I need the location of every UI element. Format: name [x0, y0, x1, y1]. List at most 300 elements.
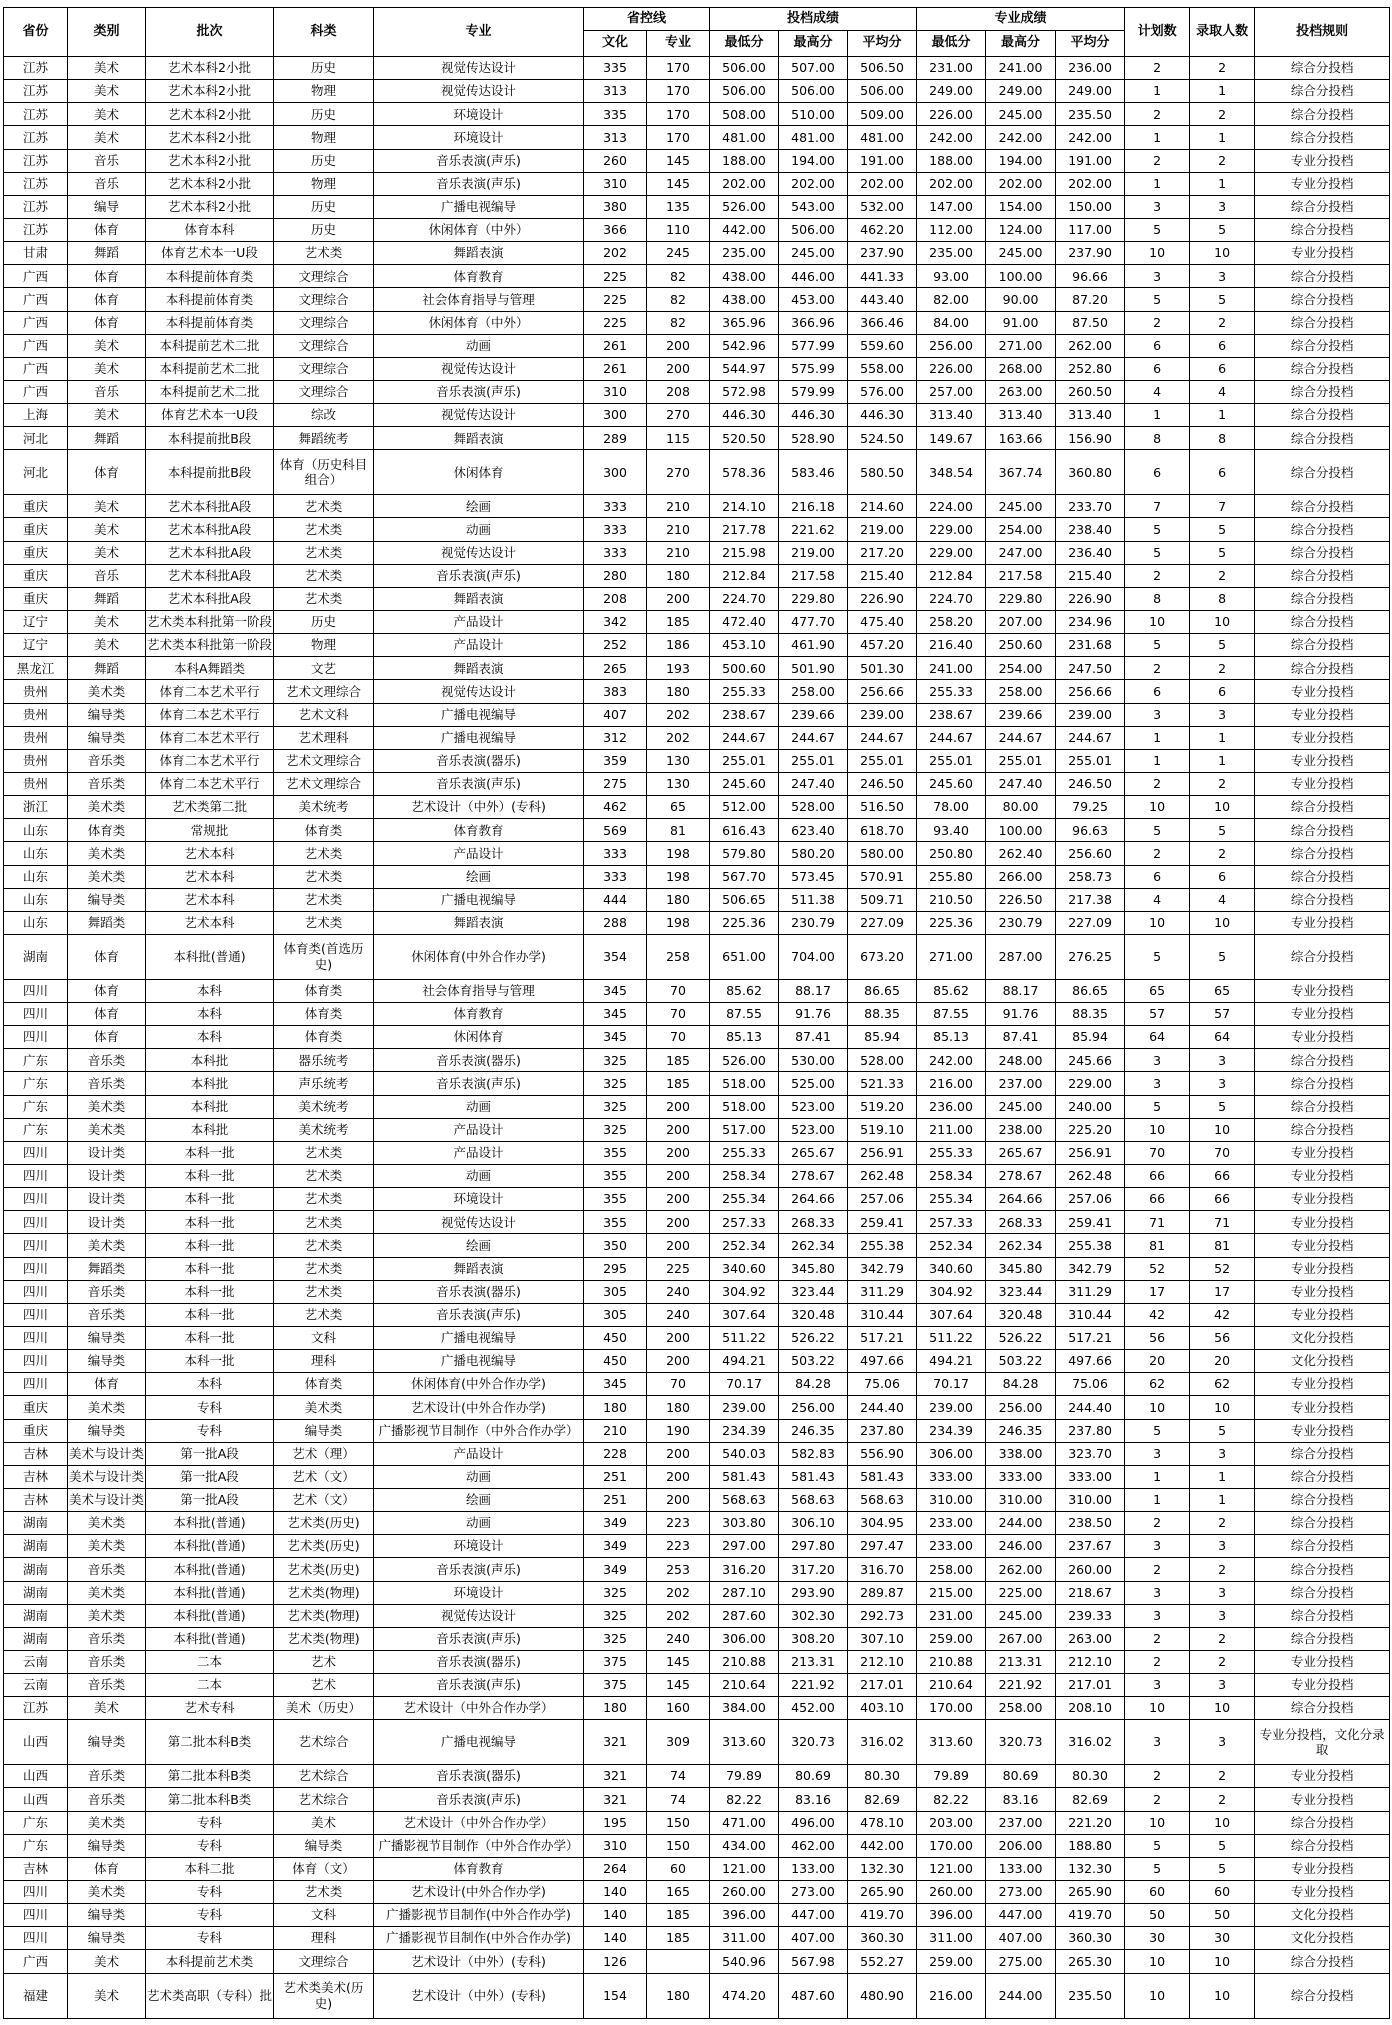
cell-major-max: 255.01 — [986, 749, 1056, 772]
cell-major: 绘画 — [374, 1234, 584, 1257]
cell-category: 音乐类 — [68, 1049, 146, 1072]
cell-rule: 综合分投档 — [1255, 1488, 1390, 1511]
cell-major-avg: 258.73 — [1056, 865, 1125, 888]
cell-category: 美术类 — [68, 1581, 146, 1604]
cell-batch: 艺术类本科批第一阶段 — [146, 610, 274, 633]
table-row — [4, 1650, 1390, 1673]
cell-control-specialty: 270 — [647, 450, 710, 495]
cell-archive-avg: 519.20 — [848, 1095, 917, 1118]
cell-major-max: 367.74 — [986, 450, 1056, 495]
cell-plan: 1 — [1125, 1465, 1190, 1488]
cell-major-min: 255.33 — [917, 1141, 986, 1164]
cell-archive-max: 528.00 — [779, 796, 848, 819]
cell-rule: 综合分投档 — [1255, 1512, 1390, 1535]
cell-province: 河北 — [4, 427, 68, 450]
cell-plan: 2 — [1125, 842, 1190, 865]
cell-subject: 美术统考 — [274, 1095, 374, 1118]
table-row — [4, 1512, 1390, 1535]
cell-category: 美术与设计类 — [68, 1442, 146, 1465]
cell-category: 美术类 — [68, 865, 146, 888]
cell-rule: 专业分投档 — [1255, 1234, 1390, 1257]
table-row — [4, 1465, 1390, 1488]
cell-archive-avg: 289.87 — [848, 1581, 917, 1604]
cell-archive-avg: 580.00 — [848, 842, 917, 865]
cell-province: 山东 — [4, 888, 68, 911]
cell-major: 环境设计 — [374, 103, 584, 126]
table-row — [4, 1234, 1390, 1257]
cell-admitted: 50 — [1190, 1904, 1255, 1927]
cell-rule: 综合分投档 — [1255, 518, 1390, 541]
cell-admitted: 3 — [1190, 1535, 1255, 1558]
cell-province: 广东 — [4, 1118, 68, 1141]
cell-category: 舞蹈类 — [68, 911, 146, 934]
cell-archive-avg: 239.00 — [848, 703, 917, 726]
cell-major-avg: 96.63 — [1056, 819, 1125, 842]
cell-control-culture: 462 — [584, 796, 647, 819]
cell-major-avg: 255.01 — [1056, 749, 1125, 772]
cell-control-culture: 333 — [584, 842, 647, 865]
cell-archive-avg: 552.27 — [848, 1950, 917, 1973]
cell-province: 广西 — [4, 380, 68, 403]
cell-major: 音乐表演(声乐) — [374, 1072, 584, 1095]
cell-major-avg: 85.94 — [1056, 1026, 1125, 1049]
cell-archive-min: 500.60 — [710, 657, 779, 680]
cell-major-min: 271.00 — [917, 934, 986, 979]
cell-major-min: 233.00 — [917, 1512, 986, 1535]
cell-control-specialty: 81 — [647, 819, 710, 842]
table-row — [4, 911, 1390, 934]
cell-admitted: 5 — [1190, 1095, 1255, 1118]
cell-major: 视觉传达设计 — [374, 404, 584, 427]
cell-major-avg: 259.41 — [1056, 1211, 1125, 1234]
table-row — [4, 380, 1390, 403]
cell-admitted: 3 — [1190, 1674, 1255, 1697]
cell-province: 山东 — [4, 865, 68, 888]
cell-control-culture: 228 — [584, 1442, 647, 1465]
cell-archive-avg: 506.50 — [848, 57, 917, 80]
cell-archive-max: 268.33 — [779, 1211, 848, 1234]
cell-subject: 艺术综合 — [274, 1720, 374, 1765]
cell-major: 艺术设计(中外合作办学) — [374, 1396, 584, 1419]
cell-rule: 综合分投档 — [1255, 1834, 1390, 1857]
cell-batch: 专科 — [146, 1396, 274, 1419]
cell-plan: 2 — [1125, 772, 1190, 795]
cell-major-min: 255.01 — [917, 749, 986, 772]
cell-province: 贵州 — [4, 680, 68, 703]
cell-category: 编导类 — [68, 1419, 146, 1442]
cell-archive-min: 438.00 — [710, 265, 779, 288]
cell-major-avg: 263.00 — [1056, 1627, 1125, 1650]
cell-major-min: 257.00 — [917, 380, 986, 403]
cell-major-avg: 497.66 — [1056, 1350, 1125, 1373]
cell-admitted: 6 — [1190, 357, 1255, 380]
cell-control-culture: 450 — [584, 1326, 647, 1349]
cell-batch: 专科 — [146, 1811, 274, 1834]
cell-rule: 专业分投档 — [1255, 1257, 1390, 1280]
cell-plan: 56 — [1125, 1326, 1190, 1349]
cell-major: 动画 — [374, 334, 584, 357]
cell-archive-max: 246.35 — [779, 1419, 848, 1442]
cell-category: 美术 — [68, 357, 146, 380]
cell-major-avg: 310.00 — [1056, 1488, 1125, 1511]
cell-province: 四川 — [4, 979, 68, 1002]
table-row — [4, 842, 1390, 865]
cell-plan: 2 — [1125, 57, 1190, 80]
cell-major-min: 340.60 — [917, 1257, 986, 1280]
cell-rule: 综合分投档 — [1255, 495, 1390, 518]
cell-major: 音乐表演(声乐) — [374, 149, 584, 172]
cell-major: 休闲体育(中外合作办学) — [374, 934, 584, 979]
table-row — [4, 242, 1390, 265]
cell-major: 绘画 — [374, 1488, 584, 1511]
cell-control-specialty: 70 — [647, 1026, 710, 1049]
cell-major-avg: 229.00 — [1056, 1072, 1125, 1095]
cell-plan: 3 — [1125, 1720, 1190, 1765]
cell-archive-min: 506.00 — [710, 57, 779, 80]
cell-plan: 1 — [1125, 1488, 1190, 1511]
cell-rule: 专业分投档 — [1255, 1280, 1390, 1303]
cell-category: 美术 — [68, 1697, 146, 1720]
cell-plan: 10 — [1125, 1697, 1190, 1720]
cell-major-max: 206.00 — [986, 1834, 1056, 1857]
cell-category: 美术类 — [68, 796, 146, 819]
cell-archive-min: 85.62 — [710, 979, 779, 1002]
cell-rule: 专业分投档 — [1255, 749, 1390, 772]
cell-subject: 文科 — [274, 1326, 374, 1349]
cell-control-specialty: 82 — [647, 311, 710, 334]
cell-control-specialty: 170 — [647, 103, 710, 126]
cell-major-min: 259.00 — [917, 1627, 986, 1650]
cell-plan: 6 — [1125, 450, 1190, 495]
cell-major-max: 133.00 — [986, 1857, 1056, 1880]
cell-plan: 1 — [1125, 726, 1190, 749]
cell-batch: 艺术本科2小批 — [146, 80, 274, 103]
cell-batch: 体育二本艺术平行 — [146, 749, 274, 772]
cell-archive-min: 202.00 — [710, 172, 779, 195]
cell-plan: 2 — [1125, 103, 1190, 126]
cell-batch: 二本 — [146, 1674, 274, 1697]
cell-control-culture: 305 — [584, 1303, 647, 1326]
cell-subject: 艺术类 — [274, 1257, 374, 1280]
table-row — [4, 1581, 1390, 1604]
cell-control-specialty: 193 — [647, 657, 710, 680]
cell-subject: 艺术 — [274, 1650, 374, 1673]
cell-control-specialty: 70 — [647, 979, 710, 1002]
cell-batch: 艺术本科批A段 — [146, 518, 274, 541]
cell-major-min: 170.00 — [917, 1834, 986, 1857]
cell-control-specialty: 200 — [647, 1442, 710, 1465]
cell-subject: 艺术（文） — [274, 1465, 374, 1488]
cell-rule: 综合分投档 — [1255, 1465, 1390, 1488]
cell-major-avg: 221.20 — [1056, 1811, 1125, 1834]
cell-control-culture: 275 — [584, 772, 647, 795]
cell-admitted: 10 — [1190, 1950, 1255, 1973]
table-row — [4, 1558, 1390, 1581]
cell-major-max: 249.00 — [986, 80, 1056, 103]
cell-major: 动画 — [374, 1512, 584, 1535]
cell-major: 体育教育 — [374, 819, 584, 842]
cell-major-max: 262.34 — [986, 1234, 1056, 1257]
cell-archive-max: 580.20 — [779, 842, 848, 865]
cell-rule: 综合分投档 — [1255, 610, 1390, 633]
cell-control-specialty: 245 — [647, 242, 710, 265]
cell-major-max: 213.31 — [986, 1650, 1056, 1673]
cell-major-max: 333.00 — [986, 1465, 1056, 1488]
cell-control-culture: 313 — [584, 126, 647, 149]
cell-archive-max: 503.22 — [779, 1350, 848, 1373]
cell-archive-avg: 475.40 — [848, 610, 917, 633]
cell-archive-max: 581.43 — [779, 1465, 848, 1488]
cell-major: 广播影视节目制作（中外合作办学） — [374, 1419, 584, 1442]
cell-province: 山西 — [4, 1720, 68, 1765]
cell-plan: 1 — [1125, 404, 1190, 427]
cell-batch: 本科一批 — [146, 1303, 274, 1326]
cell-archive-avg: 212.10 — [848, 1650, 917, 1673]
cell-archive-max: 320.48 — [779, 1303, 848, 1326]
cell-major-max: 91.00 — [986, 311, 1056, 334]
cell-batch: 艺术本科批A段 — [146, 587, 274, 610]
table-row — [4, 1904, 1390, 1927]
cell-batch: 艺术本科批A段 — [146, 541, 274, 564]
cell-major-min: 82.00 — [917, 288, 986, 311]
cell-subject: 舞蹈统考 — [274, 427, 374, 450]
cell-control-specialty: 82 — [647, 265, 710, 288]
cell-province: 江苏 — [4, 1697, 68, 1720]
table-row — [4, 1697, 1390, 1720]
cell-major-max: 230.79 — [986, 911, 1056, 934]
cell-control-culture: 126 — [584, 1950, 647, 1973]
cell-rule: 综合分投档 — [1255, 1049, 1390, 1072]
cell-subject: 艺术类 — [274, 242, 374, 265]
cell-plan: 66 — [1125, 1164, 1190, 1187]
cell-subject: 艺术类 — [274, 888, 374, 911]
cell-batch: 第二批本科B类 — [146, 1720, 274, 1765]
cell-subject: 声乐统考 — [274, 1072, 374, 1095]
table-row — [4, 334, 1390, 357]
cell-major-max: 313.40 — [986, 404, 1056, 427]
table-row — [4, 218, 1390, 241]
cell-major-max: 310.00 — [986, 1488, 1056, 1511]
cell-province: 四川 — [4, 1303, 68, 1326]
cell-control-specialty: 240 — [647, 1280, 710, 1303]
cell-province: 四川 — [4, 1026, 68, 1049]
cell-subject: 艺术类 — [274, 1164, 374, 1187]
cell-archive-min: 518.00 — [710, 1072, 779, 1095]
cell-major-min: 224.70 — [917, 587, 986, 610]
cell-major-avg: 79.25 — [1056, 796, 1125, 819]
cell-plan: 1 — [1125, 749, 1190, 772]
cell-batch: 本科提前体育类 — [146, 265, 274, 288]
cell-major-avg: 236.00 — [1056, 57, 1125, 80]
cell-batch: 艺术本科批A段 — [146, 495, 274, 518]
cell-plan: 5 — [1125, 634, 1190, 657]
table-row — [4, 1880, 1390, 1903]
cell-major: 产品设计 — [374, 634, 584, 657]
cell-plan: 2 — [1125, 311, 1190, 334]
header-rule: 投档规则 — [1255, 8, 1390, 57]
cell-province: 黑龙江 — [4, 657, 68, 680]
cell-archive-avg: 88.35 — [848, 1002, 917, 1025]
cell-control-specialty: 200 — [647, 1141, 710, 1164]
cell-admitted: 5 — [1190, 1834, 1255, 1857]
cell-batch: 本科提前批B段 — [146, 427, 274, 450]
cell-major-avg: 150.00 — [1056, 195, 1125, 218]
cell-batch: 专科 — [146, 1880, 274, 1903]
cell-rule: 专业分投档 — [1255, 680, 1390, 703]
cell-major-max: 258.00 — [986, 1697, 1056, 1720]
cell-rule: 专业分投档 — [1255, 1188, 1390, 1211]
cell-subject: 艺术类(历史) — [274, 1558, 374, 1581]
cell-admitted: 4 — [1190, 888, 1255, 911]
cell-province: 江苏 — [4, 218, 68, 241]
cell-archive-avg: 132.30 — [848, 1857, 917, 1880]
cell-archive-min: 506.00 — [710, 80, 779, 103]
cell-control-specialty: 200 — [647, 1488, 710, 1511]
cell-province: 山东 — [4, 842, 68, 865]
cell-archive-avg: 462.20 — [848, 218, 917, 241]
cell-province: 江苏 — [4, 126, 68, 149]
cell-rule: 综合分投档 — [1255, 80, 1390, 103]
cell-control-culture: 321 — [584, 1788, 647, 1811]
cell-major-max: 90.00 — [986, 288, 1056, 311]
table-row — [4, 1627, 1390, 1650]
cell-major-max: 262.00 — [986, 1558, 1056, 1581]
cell-archive-avg: 419.70 — [848, 1904, 917, 1927]
cell-batch: 本科提前艺术二批 — [146, 334, 274, 357]
cell-major-max: 268.33 — [986, 1211, 1056, 1234]
cell-province: 广东 — [4, 1834, 68, 1857]
cell-province: 四川 — [4, 1257, 68, 1280]
cell-archive-avg: 446.30 — [848, 404, 917, 427]
cell-archive-avg: 441.33 — [848, 265, 917, 288]
cell-plan: 5 — [1125, 1419, 1190, 1442]
cell-major-avg: 191.00 — [1056, 149, 1125, 172]
cell-province: 广西 — [4, 288, 68, 311]
cell-admitted: 2 — [1190, 1650, 1255, 1673]
admission-scores-sheet — [0, 7, 1392, 2019]
cell-category: 舞蹈 — [68, 657, 146, 680]
table-row — [4, 587, 1390, 610]
cell-archive-avg: 255.38 — [848, 1234, 917, 1257]
cell-major-avg: 239.33 — [1056, 1604, 1125, 1627]
cell-major-min: 212.84 — [917, 564, 986, 587]
cell-major: 视觉传达设计 — [374, 80, 584, 103]
cell-admitted: 2 — [1190, 103, 1255, 126]
cell-batch: 本科批 — [146, 1118, 274, 1141]
cell-major-max: 207.00 — [986, 610, 1056, 633]
cell-archive-min: 526.00 — [710, 1049, 779, 1072]
table-row — [4, 1141, 1390, 1164]
cell-major-max: 242.00 — [986, 126, 1056, 149]
header-category: 类别 — [68, 8, 146, 57]
cell-province: 江苏 — [4, 103, 68, 126]
table-row — [4, 564, 1390, 587]
cell-province: 四川 — [4, 1211, 68, 1234]
cell-archive-avg: 516.50 — [848, 796, 917, 819]
header-batch: 批次 — [146, 8, 274, 57]
cell-major-avg: 96.66 — [1056, 265, 1125, 288]
cell-admitted: 65 — [1190, 979, 1255, 1002]
cell-admitted: 2 — [1190, 772, 1255, 795]
cell-archive-min: 287.60 — [710, 1604, 779, 1627]
cell-archive-min: 214.10 — [710, 495, 779, 518]
cell-batch: 本科 — [146, 979, 274, 1002]
cell-control-specialty: 150 — [647, 1834, 710, 1857]
cell-major-max: 503.22 — [986, 1350, 1056, 1373]
cell-plan: 4 — [1125, 888, 1190, 911]
cell-major: 环境设计 — [374, 1188, 584, 1211]
cell-province: 四川 — [4, 1141, 68, 1164]
cell-major-max: 244.67 — [986, 726, 1056, 749]
cell-batch: 本科批 — [146, 1095, 274, 1118]
cell-archive-max: 579.99 — [779, 380, 848, 403]
header-major-max: 最高分 — [986, 31, 1056, 57]
cell-major-avg: 242.00 — [1056, 126, 1125, 149]
cell-subject: 艺术类(物理) — [274, 1581, 374, 1604]
cell-major-max: 245.00 — [986, 242, 1056, 265]
cell-admitted: 3 — [1190, 195, 1255, 218]
cell-category: 体育 — [68, 1857, 146, 1880]
cell-major-avg: 360.30 — [1056, 1927, 1125, 1950]
cell-control-culture: 333 — [584, 541, 647, 564]
cell-subject: 历史 — [274, 610, 374, 633]
table-row — [4, 541, 1390, 564]
cell-plan: 3 — [1125, 1581, 1190, 1604]
cell-archive-avg: 292.73 — [848, 1604, 917, 1627]
table-row — [4, 726, 1390, 749]
cell-plan: 70 — [1125, 1141, 1190, 1164]
cell-major-min: 348.54 — [917, 450, 986, 495]
cell-plan: 1 — [1125, 172, 1190, 195]
cell-plan: 5 — [1125, 288, 1190, 311]
cell-major: 艺术设计(中外合作办学) — [374, 1880, 584, 1903]
cell-control-specialty: 110 — [647, 218, 710, 241]
cell-province: 广东 — [4, 1072, 68, 1095]
cell-major-avg: 88.35 — [1056, 1002, 1125, 1025]
cell-rule: 专业分投档 — [1255, 1141, 1390, 1164]
cell-major-max: 245.00 — [986, 1604, 1056, 1627]
cell-admitted: 1 — [1190, 80, 1255, 103]
cell-control-culture: 325 — [584, 1072, 647, 1095]
cell-major-min: 259.00 — [917, 1950, 986, 1973]
cell-major: 艺术设计（中外）(专科) — [374, 1973, 584, 2019]
cell-subject: 艺术类 — [274, 1141, 374, 1164]
header-culture: 文化 — [584, 31, 647, 57]
cell-major: 视觉传达设计 — [374, 1604, 584, 1627]
header-archive-score: 投档成绩 — [710, 8, 917, 31]
cell-control-culture: 264 — [584, 1857, 647, 1880]
table-row — [4, 1257, 1390, 1280]
cell-major-min: 149.67 — [917, 427, 986, 450]
cell-category: 体育 — [68, 450, 146, 495]
cell-plan: 6 — [1125, 357, 1190, 380]
cell-province: 四川 — [4, 1927, 68, 1950]
cell-subject: 美术类 — [274, 1396, 374, 1419]
cell-archive-max: 219.00 — [779, 541, 848, 564]
cell-control-specialty: 70 — [647, 1002, 710, 1025]
cell-rule: 专业分投档 — [1255, 1788, 1390, 1811]
table-row — [4, 1188, 1390, 1211]
cell-control-specialty: 198 — [647, 842, 710, 865]
cell-rule: 综合分投档 — [1255, 265, 1390, 288]
cell-archive-max: 487.60 — [779, 1973, 848, 2019]
cell-archive-min: 239.00 — [710, 1396, 779, 1419]
cell-admitted: 5 — [1190, 934, 1255, 979]
cell-archive-avg: 237.90 — [848, 242, 917, 265]
cell-major: 广播电视编导 — [374, 703, 584, 726]
cell-major: 产品设计 — [374, 842, 584, 865]
table-row — [4, 865, 1390, 888]
